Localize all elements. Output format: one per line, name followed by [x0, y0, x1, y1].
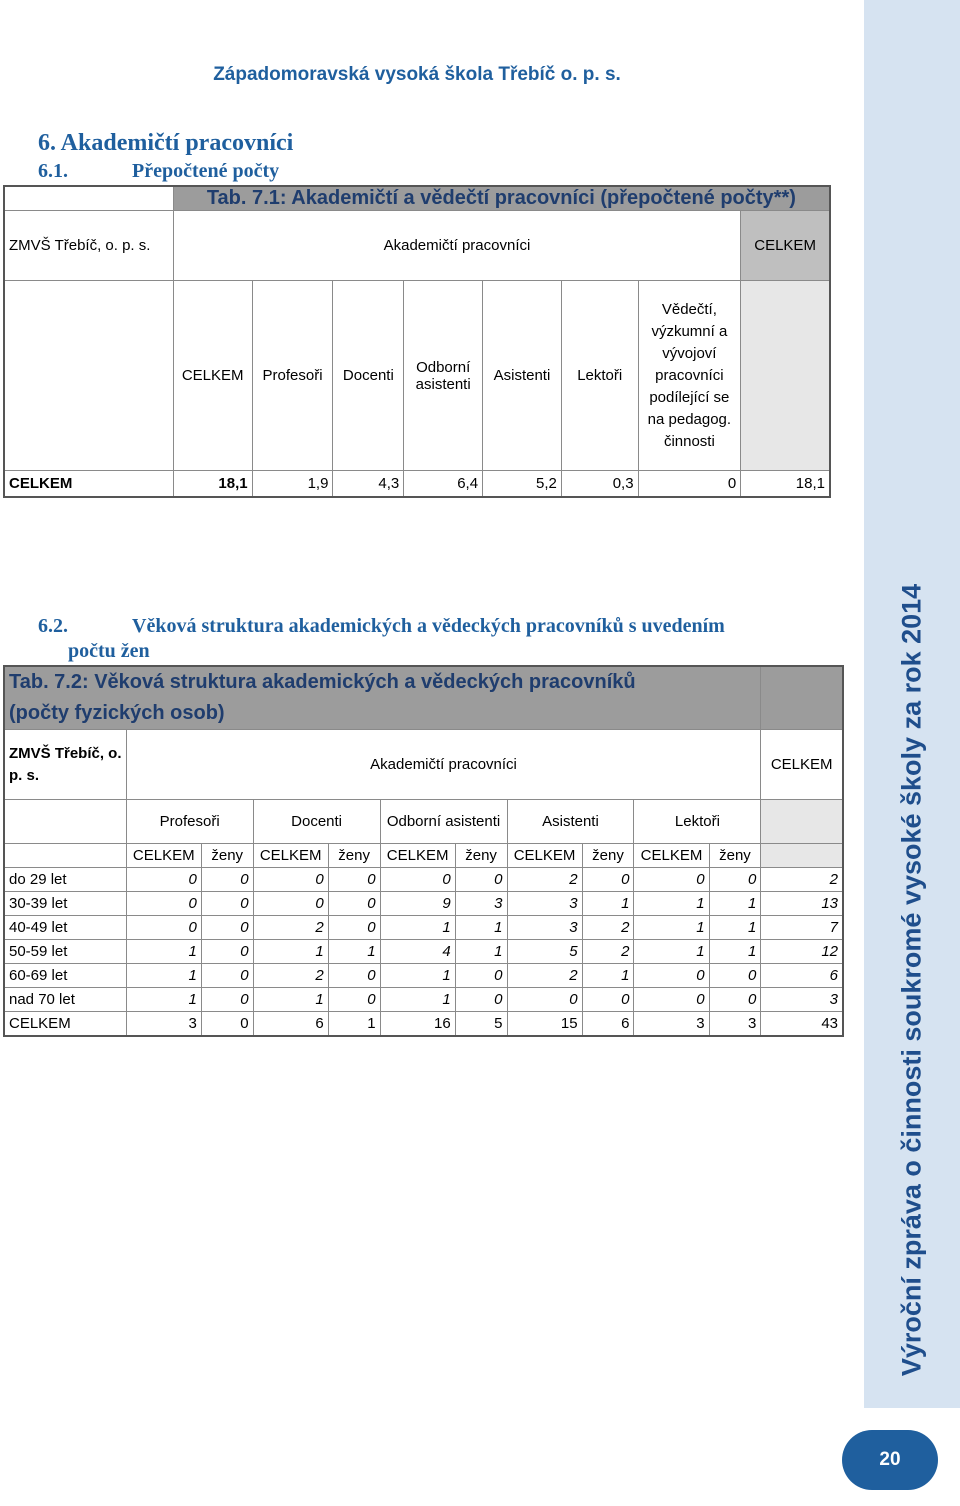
table-7-2-cell: 3 — [507, 916, 582, 940]
table-7-2-total-row — [4, 1012, 843, 1036]
table-7-2-corner: ZMVŠ Třebíč, o. p. s. — [4, 730, 126, 800]
table-7-2-cell: 0 — [201, 988, 253, 1012]
table-7-2-sub-header: CELKEM — [507, 844, 582, 868]
table-7-2-row-label: 40-49 let — [4, 916, 126, 940]
table-7-1-col-header: CELKEM — [173, 281, 252, 471]
table-7-2-cell: 0 — [201, 892, 253, 916]
table-7-2-cell: 3 — [507, 892, 582, 916]
table-7-2-cell: 1 — [634, 916, 709, 940]
table-7-2-cell: 2 — [253, 916, 328, 940]
table-7-2-cell: 2 — [507, 964, 582, 988]
section-6-2-number: 6.2. — [38, 615, 68, 637]
table-7-1-empty-cell — [741, 281, 830, 471]
table-7-2-cell: 0 — [634, 868, 709, 892]
table-7-2-cell: 1 — [126, 988, 201, 1012]
sidebar-title — [864, 0, 960, 1408]
table-7-2-cell: 0 — [126, 868, 201, 892]
table-7-2-cell: 0 — [582, 868, 634, 892]
table-7-1-col-header: Asistenti — [483, 281, 562, 471]
table-7-2-row — [4, 868, 843, 892]
table-7-2-empty-cell — [761, 844, 843, 868]
table-7-2-cell: 9 — [380, 892, 455, 916]
table-7-2-row — [4, 940, 843, 964]
page-number-badge: 20 — [842, 1430, 938, 1490]
table-7-1-cell: 5,2 — [483, 471, 562, 497]
table-7-2-body — [4, 868, 843, 1036]
table-7-2-cell: 0 — [582, 988, 634, 1012]
table-7-2-cell: 1 — [455, 940, 507, 964]
table-7-2-cell: 0 — [455, 868, 507, 892]
table-7-2-row — [4, 988, 843, 1012]
table-7-2-cell: 5 — [455, 1012, 507, 1036]
table-7-1-group-header: Akademičtí pracovníci — [173, 211, 740, 281]
table-7-2-cell: 3 — [126, 1012, 201, 1036]
table-7-2-cell: 3 — [455, 892, 507, 916]
table-7-2-row-label: 50-59 let — [4, 940, 126, 964]
table-7-2-cell: 1 — [582, 964, 634, 988]
table-7-2-sub-header: ženy — [709, 844, 761, 868]
table-7-2-group-col: Lektoři — [634, 800, 761, 844]
table-7-2-cell: 0 — [253, 892, 328, 916]
table-7-1-cell: 4,3 — [333, 471, 404, 497]
table-7-2-cell: 3 — [709, 1012, 761, 1036]
table-7-2-cell: 1 — [634, 892, 709, 916]
table-7-2 — [3, 665, 844, 1037]
table-7-1-cell: 6,4 — [404, 471, 483, 497]
section-6-heading: 6. Akademičtí pracovníci — [38, 130, 294, 156]
table-7-2-cell: 6 — [761, 964, 843, 988]
section-6-1-title: Přepočtené počty — [132, 160, 280, 182]
table-7-2-cell: 0 — [507, 988, 582, 1012]
table-7-1-cell: 1,9 — [252, 471, 333, 497]
table-7-2-cell: 1 — [380, 916, 455, 940]
table-7-2-row-label: 60-69 let — [4, 964, 126, 988]
table-7-2-cell: 0 — [328, 916, 380, 940]
table-7-2-cell: 6 — [253, 1012, 328, 1036]
table-7-2-sub-header: ženy — [582, 844, 634, 868]
table-7-2-sub-header: CELKEM — [126, 844, 201, 868]
table-7-2-row-label: 30-39 let — [4, 892, 126, 916]
table-7-2-cell: 0 — [328, 892, 380, 916]
table-7-1-col-header: Docenti — [333, 281, 404, 471]
table-7-2-cell: 3 — [634, 1012, 709, 1036]
table-7-2-cell: 1 — [709, 916, 761, 940]
table-7-2-cell: 7 — [761, 916, 843, 940]
table-7-1-cell: 0 — [638, 471, 741, 497]
sidebar-title-text: Výroční zpráva o činnosti soukromé vysoké školy za rok 2014 — [896, 583, 927, 1377]
table-7-2-row — [4, 916, 843, 940]
table-7-2-sub-header: ženy — [201, 844, 253, 868]
section-6-2-title-line2: počtu žen — [68, 640, 150, 662]
table-7-2-group-col: Asistenti — [507, 800, 634, 844]
table-7-2-row-label: do 29 let — [4, 868, 126, 892]
table-7-1-celkem-header: CELKEM — [741, 211, 830, 281]
table-7-2-cell: 3 — [761, 988, 843, 1012]
table-7-2-sub-header: ženy — [455, 844, 507, 868]
table-7-2-sub-header: CELKEM — [380, 844, 455, 868]
table-7-2-cell: 0 — [328, 988, 380, 1012]
table-7-1-col-header: Lektoři — [561, 281, 638, 471]
table-7-2-caption — [4, 666, 761, 730]
table-7-2-cell: 2 — [582, 916, 634, 940]
table-7-2-cell: 2 — [761, 868, 843, 892]
table-7-2-empty-cell — [761, 800, 843, 844]
table-7-2-cell: 0 — [253, 868, 328, 892]
table-7-2-cell: 0 — [455, 988, 507, 1012]
table-7-2-cell: 2 — [582, 940, 634, 964]
table-7-1-cell: 0,3 — [561, 471, 638, 497]
table-7-1-col-header: Odborní asistenti — [404, 281, 483, 471]
table-7-1-col-header: Profesoři — [252, 281, 333, 471]
table-7-2-cell: 1 — [380, 988, 455, 1012]
table-7-2-cell: 15 — [507, 1012, 582, 1036]
table-7-2-cell: 2 — [507, 868, 582, 892]
table-7-2-row — [4, 964, 843, 988]
table-7-2-row-label: nad 70 let — [4, 988, 126, 1012]
table-7-2-cell: 5 — [507, 940, 582, 964]
table-7-2-group-col: Odborní asistenti — [380, 800, 507, 844]
table-7-2-cell: 2 — [253, 964, 328, 988]
table-7-2-row — [4, 892, 843, 916]
table-7-2-cell: 0 — [709, 964, 761, 988]
table-7-2-cell: 0 — [328, 964, 380, 988]
table-7-2-cell: 0 — [455, 964, 507, 988]
table-7-2-group-header: Akademičtí pracovníci — [126, 730, 761, 800]
table-7-2-cell: 0 — [201, 868, 253, 892]
table-7-2-cell: 0 — [328, 868, 380, 892]
table-7-2-cell: 0 — [634, 988, 709, 1012]
section-6-2-title: Věková struktura akademických a vědeckých pracovníků s uvedením — [132, 615, 725, 637]
table-7-1-cell: 18,1 — [173, 471, 252, 497]
table-7-2-cell: 0 — [126, 892, 201, 916]
table-7-2-cell: 4 — [380, 940, 455, 964]
table-7-2-cell: 1 — [582, 892, 634, 916]
section-6-1-number: 6.1. — [38, 160, 68, 182]
table-7-1-col-header: Vědečtí, výzkumní a vývojoví pracovníci podílející se na pedagog. činnosti — [638, 281, 741, 471]
table-7-2-sub-header: ženy — [328, 844, 380, 868]
table-7-2-cell: 1 — [709, 892, 761, 916]
table-7-2-cell: 0 — [380, 868, 455, 892]
table-7-2-cell: 1 — [328, 1012, 380, 1036]
table-7-2-cell: 0 — [201, 940, 253, 964]
page-header-title: Západomoravská vysoká škola Třebíč o. p. s. — [213, 64, 621, 85]
table-7-2-cell: 0 — [201, 916, 253, 940]
table-7-2-cell: 16 — [380, 1012, 455, 1036]
table-7-2-sub-header: CELKEM — [253, 844, 328, 868]
table-7-1 — [3, 185, 831, 498]
table-7-2-caption-line1: Tab. 7.2: Věková struktura akademických a vědeckých pracovníků — [9, 671, 636, 693]
table-7-1-caption: Tab. 7.1: Akademičtí a vědečtí pracovníci (přepočtené počty**) — [173, 186, 830, 211]
table-7-2-caption-line2: (počty fyzických osob) — [9, 702, 225, 724]
table-7-2-cell: 0 — [126, 916, 201, 940]
table-7-2-cell: 1 — [253, 940, 328, 964]
table-7-2-cell: 1 — [709, 940, 761, 964]
table-7-2-cell: 0 — [709, 868, 761, 892]
table-7-2-cell: 1 — [126, 940, 201, 964]
table-7-2-cell: 13 — [761, 892, 843, 916]
table-7-2-cell: 1 — [253, 988, 328, 1012]
table-7-2-celkem-header: CELKEM — [761, 730, 843, 800]
table-7-2-cell: 1 — [634, 940, 709, 964]
table-7-2-cell: 0 — [201, 1012, 253, 1036]
table-7-2-row-label: CELKEM — [4, 1012, 126, 1036]
table-7-2-cell: 1 — [455, 916, 507, 940]
table-7-2-group-col: Docenti — [253, 800, 380, 844]
table-7-2-cell: 0 — [634, 964, 709, 988]
table-7-1-row-label: CELKEM — [4, 471, 173, 497]
table-7-2-group-col: Profesoři — [126, 800, 253, 844]
table-7-2-cell: 0 — [201, 964, 253, 988]
table-7-2-cell: 1 — [380, 964, 455, 988]
table-7-2-cell: 43 — [761, 1012, 843, 1036]
table-7-2-cell: 0 — [709, 988, 761, 1012]
table-7-2-sub-header: CELKEM — [634, 844, 709, 868]
table-7-2-cell: 1 — [126, 964, 201, 988]
table-7-2-cell: 12 — [761, 940, 843, 964]
table-7-2-cell: 1 — [328, 940, 380, 964]
table-7-1-cell: 18,1 — [741, 471, 830, 497]
table-7-1-corner: ZMVŠ Třebíč, o. p. s. — [4, 211, 173, 281]
table-7-2-cell: 6 — [582, 1012, 634, 1036]
